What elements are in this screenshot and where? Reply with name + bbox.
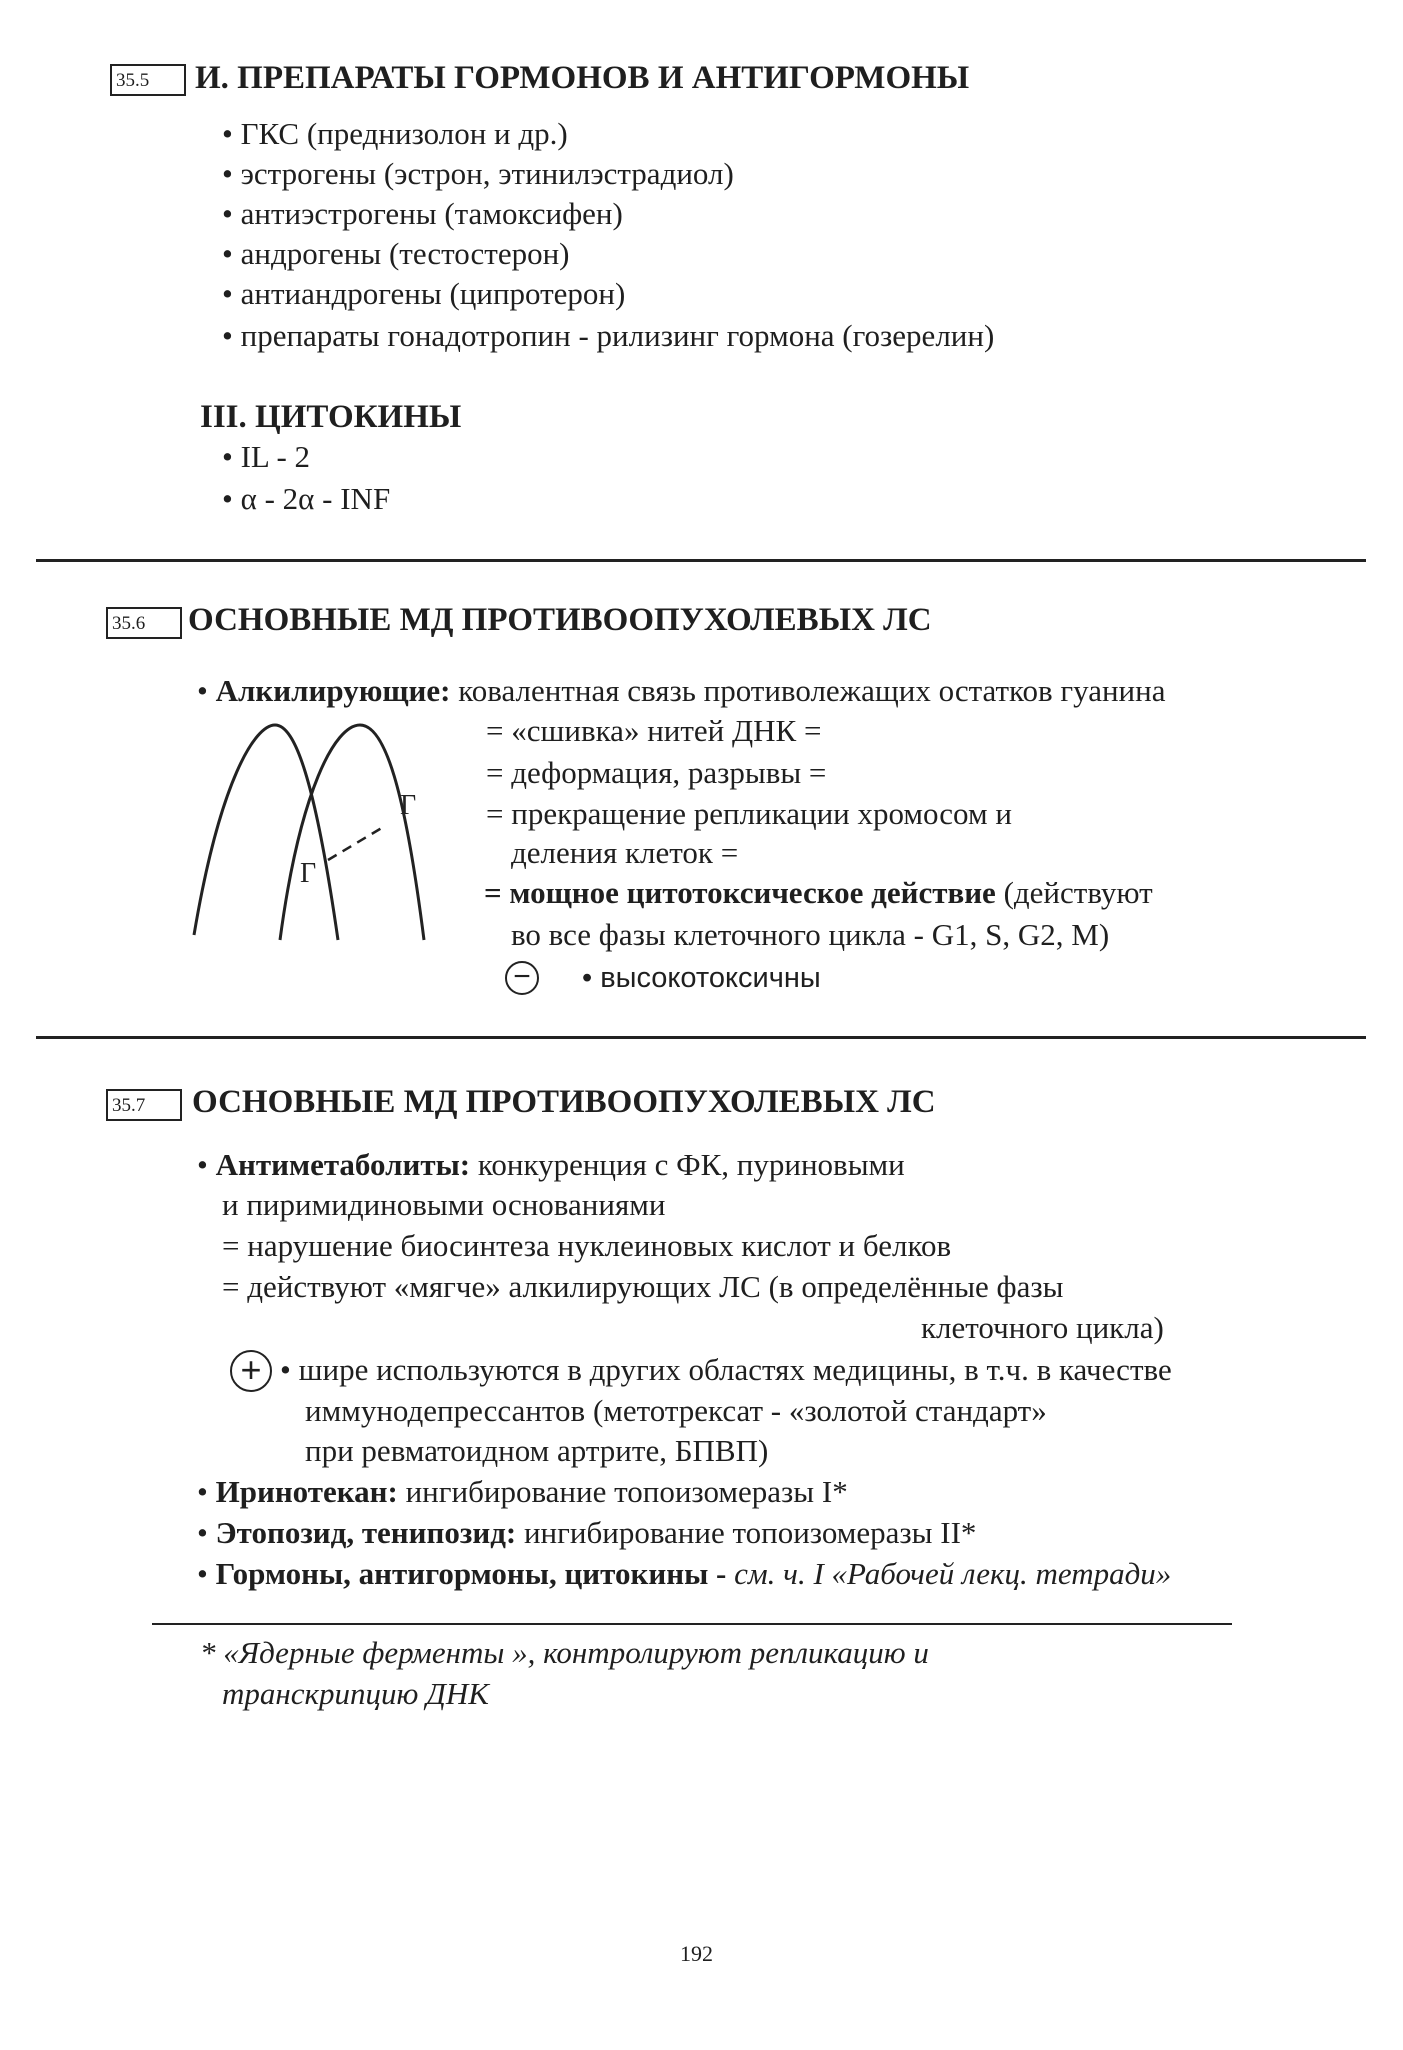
text-line: клеточного цикла): [921, 1310, 1164, 1345]
footnote-line: транскрипцию ДНК: [222, 1676, 489, 1711]
text-line: = деформация, разрывы =: [486, 755, 827, 790]
cross-reference: см. ч. I «Рабочей лекц. тетради»: [734, 1556, 1172, 1591]
bullet: •: [197, 1556, 208, 1591]
list-item: • α - 2α - INF: [222, 481, 391, 516]
effect-rest: (действуют: [1003, 875, 1153, 910]
term: Гормоны, антигормоны, цитокины -: [215, 1556, 727, 1591]
section-heading: И. ПРЕПАРАТЫ ГОРМОНОВ И АНТИГОРМОНЫ: [195, 60, 970, 96]
text-line: = нарушение биосинтеза нуклеиновых кислот и белков: [222, 1228, 952, 1263]
drug-item: [197, 1472, 848, 1512]
text-line: и пиримидиновыми основаниями: [222, 1187, 666, 1222]
minus-sign: −: [513, 960, 531, 993]
term: Антиметаболиты:: [215, 1147, 471, 1182]
crosslink-dashed-line: [328, 826, 385, 860]
section-number: 35.7: [112, 1095, 146, 1116]
text-line: при ревматоидном артрите, БПВП): [305, 1433, 769, 1468]
definition-line: [197, 1145, 905, 1185]
term-description: ингибирование топоизомеразы I*: [405, 1474, 848, 1509]
text-line: во все фазы клеточного цикла - G1, S, G2, M): [511, 917, 1110, 952]
bullet: •: [197, 1515, 208, 1550]
dna-strand-left: [194, 725, 338, 940]
plus-sign: +: [240, 1349, 262, 1390]
section-number-box: [110, 64, 186, 96]
footnote-line: * «Ядерные ферменты », контролируют репликацию и: [200, 1635, 929, 1670]
definition-line: [197, 671, 1166, 711]
section-heading: ОСНОВНЫЕ МД ПРОТИВООПУХОЛЕВЫХ ЛС: [188, 602, 932, 638]
term: Алкилирующие:: [215, 673, 451, 708]
list-item: • IL - 2: [222, 439, 311, 474]
guanine-label-left: Г: [300, 858, 317, 889]
bullet: •: [197, 673, 208, 708]
section-divider: [36, 1036, 1366, 1039]
effect-line: [484, 873, 1153, 913]
term-description: ковалентная связь противолежащих остатков гуанина: [458, 673, 1166, 708]
term: Этопозид, тенипозид:: [215, 1515, 517, 1550]
list-item: • антиандрогены (ципротерон): [222, 276, 626, 311]
list-item: • андрогены (тестостерон): [222, 236, 570, 271]
term-description: конкуренция с ФК, пуриновыми: [477, 1147, 905, 1182]
list-item: • ГКС (преднизолон и др.): [222, 116, 568, 151]
subsection-heading: III. ЦИТОКИНЫ: [200, 399, 462, 435]
term-description: ингибирование топоизомеразы II*: [523, 1515, 977, 1550]
text-line: = действуют «мягче» алкилирующих ЛС (в определённые фазы: [222, 1269, 1064, 1304]
drug-item: [197, 1513, 976, 1553]
advantage-line: • шире используются в других областях медицины, в т.ч. в качестве: [280, 1352, 1172, 1387]
bullet: •: [197, 1147, 208, 1182]
drug-item: [197, 1554, 1171, 1594]
section-number: 35.6: [112, 613, 146, 634]
minus-circle-icon: [505, 961, 539, 995]
text-line: деления клеток =: [511, 835, 739, 870]
section-number-box: [106, 1089, 182, 1121]
section-heading: ОСНОВНЫЕ МД ПРОТИВООПУХОЛЕВЫХ ЛС: [192, 1084, 936, 1120]
text-line: иммунодепрессантов (метотрексат - «золотой стандарт»: [305, 1393, 1047, 1428]
section-number: 35.5: [116, 70, 150, 91]
section-number-box: [106, 607, 182, 639]
plus-circle-icon: [230, 1350, 272, 1392]
list-item: • антиэстрогены (тамоксифен): [222, 196, 623, 231]
page-number: 192: [680, 1941, 713, 1966]
dna-crosslink-diagram: [180, 710, 450, 960]
list-item: • препараты гонадотропин - рилизинг гормона (гозерелин): [222, 318, 995, 353]
section-divider: [36, 559, 1366, 562]
text-line: = прекращение репликации хромосом и: [486, 796, 1012, 831]
disadvantage-line: • высокотоксичны: [582, 962, 821, 994]
bullet: •: [197, 1474, 208, 1509]
guanine-label-right: Г: [400, 790, 417, 821]
effect-bold: = мощное цитотоксическое действие: [484, 875, 996, 910]
list-item: • эстрогены (эстрон, этинилэстрадиол): [222, 156, 734, 191]
footnote-divider: [152, 1623, 1232, 1625]
text-line: = «сшивка» нитей ДНК =: [486, 713, 822, 748]
term: Иринотекан:: [215, 1474, 398, 1509]
